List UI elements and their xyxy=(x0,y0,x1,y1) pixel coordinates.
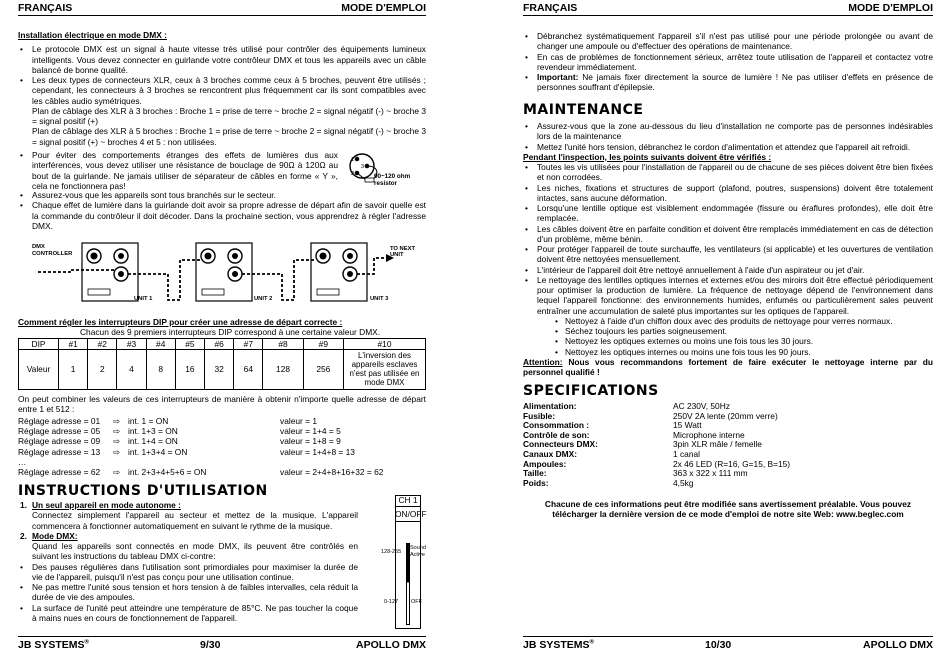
spec-row xyxy=(523,411,933,421)
spec-value: 3pin XLR mâle / femelle xyxy=(673,439,762,450)
table-cell: Valeur xyxy=(19,349,59,389)
list-item: • Le protocole DMX est un signal à haute vitesse très utilisé pour contrôler des équipements lumineux intelligents. Vous devez connecter en guirlande votre contrôleur DMX et tous les appareils avec un câble balancé de bonne qualité. xyxy=(18,44,426,75)
table-header: #9 xyxy=(303,338,343,349)
list-item xyxy=(523,72,933,93)
unit-label: UNIT 2 xyxy=(254,296,273,302)
step-number: 2. xyxy=(20,530,27,541)
page-left xyxy=(18,0,426,654)
spec-value: 2x 46 LED (R=16, G=15, B=15) xyxy=(673,458,791,469)
arrow-icon: ⇨ xyxy=(113,425,121,436)
install-section xyxy=(18,30,426,147)
pin-label: 1 xyxy=(351,157,355,163)
address-ellipsis xyxy=(18,457,426,467)
page-right xyxy=(523,0,933,654)
list-item: • Nettoyez à l'aide d'un chiffon doux avec des produits de nettoyage pour verres normaux. xyxy=(553,316,933,326)
instructions-title: INSTRUCTIONS D'UTILISATION xyxy=(18,483,268,499)
address-setting: Réglage adresse = 09 xyxy=(18,436,101,447)
ellipsis-text: … xyxy=(18,457,27,468)
list-item: • Pour protéger l'appareil de toute surchauffe, les ventilateurs (si applicable) et les ouvertures de ventilation doivent être nettoyées mensuellement. xyxy=(523,244,933,265)
table-header: #8 xyxy=(263,338,303,349)
table-cell: 64 xyxy=(234,349,263,389)
spec-key: Poids: xyxy=(523,477,549,488)
spec-row xyxy=(523,430,933,440)
maintenance-list xyxy=(523,121,933,152)
spec-value: 1 canal xyxy=(673,448,701,459)
address-row xyxy=(18,416,426,426)
spec-key: Contrôle de son: xyxy=(523,429,590,440)
attention-text: Nous vous recommandons fortement de faire exécuter le nettoyage interne par du personnel qualifié ! xyxy=(523,356,933,377)
footer-page-number: 9/30 xyxy=(200,639,221,651)
install-list xyxy=(18,44,426,147)
address-switches: int. 1+3+4 = ON xyxy=(128,446,188,457)
spec-key: Fusible: xyxy=(523,410,556,421)
spec-row xyxy=(523,468,933,478)
list-item: • Séchez toujours les parties soigneusement. xyxy=(553,326,933,336)
specifications-list xyxy=(523,401,933,487)
attention-note xyxy=(523,357,933,378)
address-value: valeur = 1+4+8 = 13 xyxy=(280,446,355,457)
table-cell: 128 xyxy=(263,349,303,389)
maintenance-section xyxy=(523,121,933,377)
list-item: • Toutes les vis utilisées pour l'installation de l'appareil ou de chacune de ses pièces doivent être bien fixées et non corrodées. xyxy=(523,162,933,183)
important-label: Important: xyxy=(537,72,579,82)
list-item: • Mettez l'unité hors tension, débranchez le cordon d'alimentation et attendez que l'appareil ait refroidi. xyxy=(523,142,933,152)
wiring-5pin: Plan de câblage des XLR à 5 broches : Broche 1 = prise de terre ~ broche 2 = signal négatif (-) ~ broche 3 = signal positif (+) ~ broches 4 et 5 : non utilisées. xyxy=(32,126,426,147)
important-text: Ne jamais fixer directement la source de lumière ! Ne pas utiliser d'effets en présence de personnes souffrant d'épilepsie. xyxy=(537,72,933,93)
table-header: #4 xyxy=(146,338,175,349)
dip-title: Comment régler les interrupteurs DIP pour créer une adresse de départ correcte : xyxy=(18,317,343,327)
cleaning-list xyxy=(523,316,933,357)
pin-label: 2 xyxy=(351,171,355,177)
unit-label: UNIT 3 xyxy=(370,296,389,302)
spec-row xyxy=(523,401,933,411)
list-item: • Débranchez systématiquement l'appareil s'il n'est pas utilisé pour une période prolongée ou avant de changer une ampoule ou d'effectuer des opérations de maintenance. xyxy=(523,31,933,52)
spec-row xyxy=(523,478,933,488)
address-setting: Réglage adresse = 01 xyxy=(18,415,101,426)
list-item: • L'intérieur de l'appareil doit être nettoyé annuellement à l'aide d'un aspirateur ou jet d'air. xyxy=(523,265,933,275)
page-header xyxy=(18,2,426,16)
channel-mode: ON/OFF xyxy=(395,509,427,519)
address-value: valeur = 2+4+8+16+32 = 62 xyxy=(280,467,384,478)
list-item: • Les câbles doivent être en parfaite condition et doivent être remplacés immédiatement en cas de détection d'un problème, même bénin. xyxy=(523,224,933,245)
channel-divider xyxy=(395,521,421,522)
table-cell: 32 xyxy=(205,349,234,389)
list-item: • Le nettoyage des lentilles optiques internes et externes et/ou des miroirs doit être effectué périodiquement pour optimiser la production de lumière. La fréquence de nettoyage dépend de l'environnement dans lequel l'appareil fonctionne: des environnements humides, enfumés ou particulièrement sales peuvent entraîner une accumulation de saleté plus importantes sur les optiques de l'appareil. xyxy=(523,275,933,316)
list-item: • Ne pas mettre l'unité sous tension et hors tension à de faibles intervalles, cela réduit la durée de vie des ampoules. xyxy=(18,582,358,603)
dmx-channel-table xyxy=(381,495,426,629)
dip-subtitle: Chacun des 9 premiers interrupteurs DIP correspond à une certaine valeur DMX. xyxy=(80,327,381,338)
address-list xyxy=(18,416,426,478)
header-title: MODE D'EMPLOI xyxy=(848,2,933,14)
spec-value: AC 230V, 50Hz xyxy=(673,401,730,411)
address-setting: Réglage adresse = 05 xyxy=(18,425,101,436)
spec-row xyxy=(523,449,933,459)
address-switches: int. 1+3 = ON xyxy=(128,425,178,436)
range-label: 0-127 xyxy=(384,599,399,605)
footer-brand-text: JB SYSTEMS xyxy=(18,639,85,651)
spec-value: 15 Watt xyxy=(673,420,702,431)
spec-key: Connecteurs DMX: xyxy=(523,439,598,450)
step-text: Quand les appareils sont connectés en mode DMX, ils peuvent être contrôlés en suivant les instructions du tableau DMX ci-contre: xyxy=(32,541,358,562)
table-cell: 256 xyxy=(303,349,343,389)
spec-key: Canaux DMX: xyxy=(523,448,577,459)
table-row xyxy=(19,338,426,349)
header-language: FRANÇAIS xyxy=(18,2,73,14)
more-list xyxy=(18,190,426,231)
more-section xyxy=(18,190,426,231)
connector-text: Les deux types de connecteurs XLR, ceux à 3 broches comme ceux à 5 broches, peuvent être utilisés ; cependant, les connecteurs à 3 broches se rencontrent plus fréquemment car ils sont compatibles avec les câbles audio symétriques. xyxy=(32,75,426,106)
closing-note: Chacune de ces informations peut être modifiée sans avertissement préalable. Vous pouvez télécharger la dernière version de ce mode d'emploi de notre site Web: www.beglec.com xyxy=(544,499,912,520)
combine-text: On peut combiner les valeurs de ces interrupteurs de manière à obtenir n'importe quelle adresse de départ entre 1 et 512 : xyxy=(18,394,426,415)
list-item: • Assurez-vous que les appareils sont tous branchés sur le secteur. xyxy=(18,190,426,200)
footer-brand xyxy=(18,639,89,652)
registered-mark: ® xyxy=(84,639,89,646)
page-footer xyxy=(523,636,933,652)
next-unit-label: TO NEXT UNIT xyxy=(390,246,416,259)
spec-key: Consommation : xyxy=(523,420,590,431)
spec-row xyxy=(523,439,933,449)
spec-value: 4,5kg xyxy=(673,477,694,488)
arrow-icon: ⇨ xyxy=(113,467,121,478)
inspection-list xyxy=(523,162,933,316)
header-title: MODE D'EMPLOI xyxy=(341,2,426,14)
address-setting: Réglage adresse = 62 xyxy=(18,467,101,478)
list-item: • Lorsqu'une lentille optique est visiblement endommagée (fissure ou éraflures profondes), elle doit être remplacée. xyxy=(523,203,933,224)
resistor-label: 90~120 ohm resistor xyxy=(374,173,411,187)
address-value: valeur = 1+4 = 5 xyxy=(280,425,341,436)
address-setting: Réglage adresse = 13 xyxy=(18,446,101,457)
safety-list xyxy=(523,31,933,93)
dip-table xyxy=(18,338,426,390)
arrow-icon: ⇨ xyxy=(113,415,121,426)
address-switches: int. 1+4 = ON xyxy=(128,436,178,447)
page-header xyxy=(523,2,933,16)
address-row xyxy=(18,436,426,446)
table-cell: 1 xyxy=(59,349,88,389)
table-cell: L'inversion des appareils esclaves n'est pas utilisée en mode DMX xyxy=(344,349,426,389)
address-switches: int. 2+3+4+5+6 = ON xyxy=(128,467,207,478)
usage-list xyxy=(18,562,358,624)
spec-row xyxy=(523,459,933,469)
address-row xyxy=(18,467,426,477)
list-item: • La surface de l'unité peut atteindre une température de 85°C. Ne pas toucher la coque à mains nues en cours de fonctionnement de l'appareil. xyxy=(18,603,358,624)
address-switches: int. 1 = ON xyxy=(128,415,169,426)
unit-label: UNIT 1 xyxy=(134,296,153,302)
footer-product: APOLLO DMX xyxy=(356,639,426,651)
terminator-section xyxy=(18,150,426,191)
step-title: Mode DMX: xyxy=(32,530,78,541)
list-item: • Les niches, fixations et structures de support (plafond, poutres, suspensions) doivent être totalement intactes, sans aucune déformation. xyxy=(523,183,933,204)
address-value: valeur = 1+8 = 9 xyxy=(280,436,341,447)
step-number: 1. xyxy=(20,500,27,510)
spec-value: Microphone interne xyxy=(673,429,745,440)
range-description: OFF xyxy=(411,599,422,605)
list-item: • Nettoyez les optiques internes ou moins une fois tous les 90 jours. xyxy=(553,347,933,357)
inspection-title: Pendant l'inspection, les points suivants doivent être vérifiés : xyxy=(523,151,772,162)
footer-product: APOLLO DMX xyxy=(863,639,933,651)
registered-mark: ® xyxy=(589,639,594,646)
spec-value: 363 x 322 x 111 mm xyxy=(673,468,748,479)
arrow-icon: ⇨ xyxy=(113,446,121,457)
table-header: #10 xyxy=(344,338,426,349)
step-1 xyxy=(18,500,358,510)
table-header: #6 xyxy=(205,338,234,349)
instructions-section xyxy=(18,500,358,623)
table-header: #7 xyxy=(234,338,263,349)
list-item: • Assurez-vous que la zone au-dessous du lieu d'installation ne comporte pas de personnes indésirables lors de la maintenance xyxy=(523,121,933,142)
range-description: Sound Active xyxy=(410,545,426,558)
pin-label: 3 xyxy=(361,164,365,170)
list-item: • En cas de problèmes de fonctionnement sérieux, arrêtez toute utilisation de l'appareil et contactez votre revendeur immédiatement. xyxy=(523,52,933,73)
list-item: • Pour éviter des comportements étranges des effets de lumières dus aux interférences, vous devez utiliser une résistance de bouclage de 90Ω à 120Ω au bout de la guirlande. Ne jamais utiliser de séparateur de câbles en forme « Y », cela ne fonctionnera pas! xyxy=(18,150,338,191)
dmx-chain-drawing xyxy=(18,240,426,310)
list-item xyxy=(18,75,426,147)
footer-brand xyxy=(523,639,594,652)
specifications-title: SPECIFICATIONS xyxy=(523,383,659,399)
list-item: • Chaque effet de lumière dans la guirlande doit avoir sa propre adresse de départ afin de savoir quelle est la commande du contrôleur il doit décoder. Dans la prochaine section, vous apprendrez à régler l'adresse DMX. xyxy=(18,200,426,231)
list-item: • Nettoyez les optiques externes ou moins une fois tous les 30 jours. xyxy=(553,336,933,346)
install-title: Installation électrique en mode DMX : xyxy=(18,30,167,40)
table-cell: 16 xyxy=(175,349,204,389)
dmx-chain-diagram xyxy=(18,240,426,310)
table-row xyxy=(19,349,426,389)
maintenance-title: MAINTENANCE xyxy=(523,102,644,118)
list-item: • Des pauses régulières dans l'utilisation sont primordiales pour maximiser la durée de vie de l'appareil, puisqu'il n'est pas conçu pour une utilisation continue. xyxy=(18,562,358,583)
address-row xyxy=(18,447,426,457)
table-header: #2 xyxy=(88,338,117,349)
step-text: Connectez simplement l'appareil au secteur et mettez de la musique. L'appareil commencera à fonctionner automatiquement en suivant le rythme de la musique. xyxy=(32,510,358,531)
spec-key: Alimentation: xyxy=(523,401,577,411)
attention-label: Attention: xyxy=(523,356,563,367)
address-section xyxy=(18,394,426,478)
page-footer xyxy=(18,636,426,652)
table-header: #3 xyxy=(117,338,146,349)
table-cell: 4 xyxy=(117,349,146,389)
table-header: #1 xyxy=(59,338,88,349)
address-value: valeur = 1 xyxy=(280,415,318,426)
spec-value: 250V 2A lente (20mm verre) xyxy=(673,410,778,421)
spec-row xyxy=(523,420,933,430)
footer-brand-text: JB SYSTEMS xyxy=(523,639,590,651)
table-cell: 2 xyxy=(88,349,117,389)
channel-title: CH 1 xyxy=(395,495,421,507)
step-title: Un seul appareil en mode autonome : xyxy=(32,500,181,510)
safety-section xyxy=(523,31,933,93)
table-cell: 8 xyxy=(146,349,175,389)
range-label: 128-255 xyxy=(381,549,402,555)
address-row xyxy=(18,426,426,436)
wiring-3pin: Plan de câblage des XLR à 3 broches : Broche 1 = prise de terre ~ broche 2 = signal négatif (-) ~ broche 3 = signal positif (+) xyxy=(32,105,426,126)
spec-key: Taille: xyxy=(523,468,547,479)
arrow-icon: ⇨ xyxy=(113,436,121,447)
spec-key: Ampoules: xyxy=(523,458,567,469)
dip-section xyxy=(18,317,426,390)
controller-label: DMX CONTROLLER xyxy=(32,244,73,257)
table-header: #5 xyxy=(175,338,204,349)
channel-bar xyxy=(406,543,410,625)
table-header: DIP xyxy=(19,338,59,349)
footer-page-number: 10/30 xyxy=(705,639,732,651)
header-language: FRANÇAIS xyxy=(523,2,578,14)
step-2 xyxy=(18,531,358,541)
